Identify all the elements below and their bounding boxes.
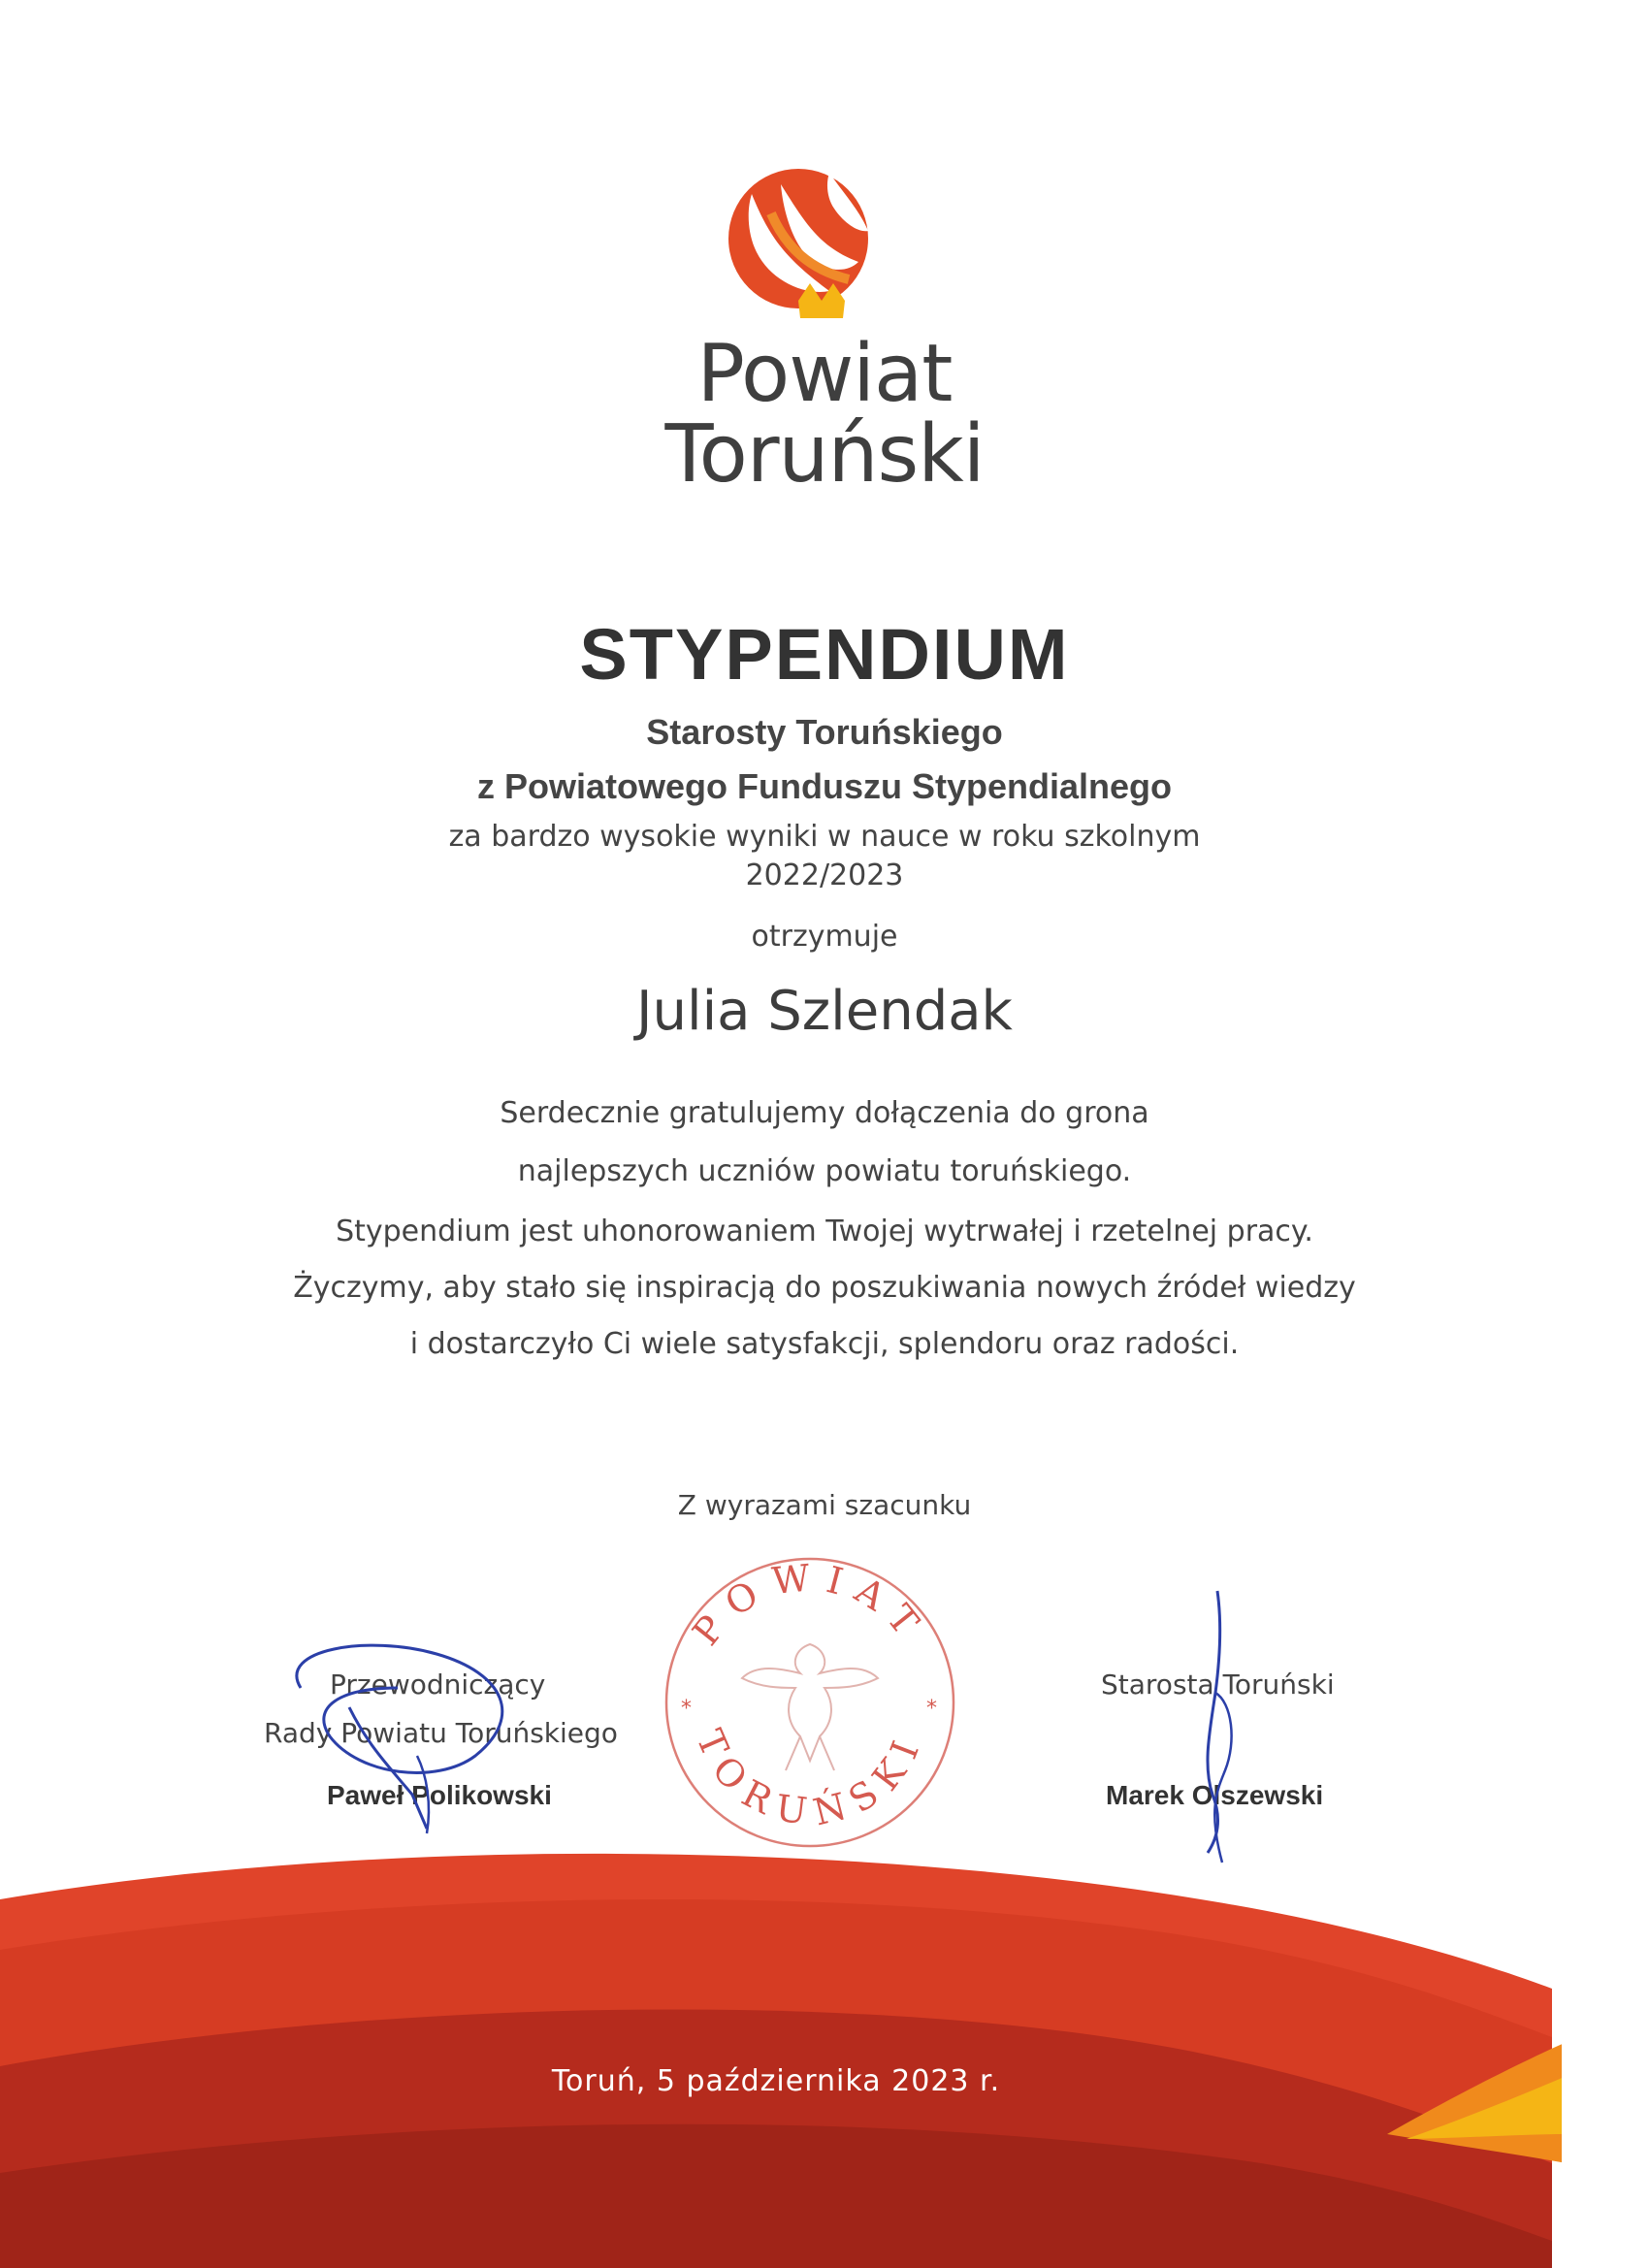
right-signatory-role: Starosta Toruński (1101, 1669, 1335, 1701)
closing-text: Z wyrazami szacunku (677, 1489, 972, 1521)
subtitle-fund: z Powiatowego Funduszu Stypendialnego (476, 766, 1172, 806)
bottom-decorative-band-icon (0, 1843, 1649, 2268)
school-year: 2022/2023 (745, 859, 904, 892)
svg-text:POWIAT: POWIAT (684, 1555, 936, 1654)
message-line: Serdecznie gratulujemy dołączenia do grona (500, 1096, 1149, 1130)
logo-text-line2: Toruński (664, 408, 985, 501)
receives-text: otrzymuje (751, 920, 898, 954)
message-line: Życzymy, aby stało się inspiracją do poszukiwania nowych źródeł wiedzy (293, 1271, 1356, 1305)
svg-text:TORUŃSKI: TORUŃSKI (688, 1723, 932, 1834)
left-signature-icon (281, 1630, 546, 1853)
official-seal-icon (660, 1542, 960, 1853)
document-title: STYPENDIUM (579, 614, 1070, 695)
recipient-name: Julia Szlendak (636, 980, 1013, 1043)
left-signatory-role: Przewodniczący (330, 1669, 546, 1701)
right-signatory-name: Marek Olszewski (1106, 1780, 1324, 1810)
left-signatory-role-2: Rady Powiatu Toruńskiego (264, 1717, 618, 1749)
svg-text:*: * (681, 1697, 692, 1721)
message-line: najlepszych uczniów powiatu toruńskiego. (517, 1154, 1132, 1188)
issue-date: Toruń, 5 października 2023 r. (551, 2064, 1001, 2098)
message-line: i dostarczyło Ci wiele satysfakcji, splendoru oraz radości. (409, 1327, 1240, 1361)
message-line: Stypendium jest uhonorowaniem Twojej wytrwałej i rzetelnej pracy. (336, 1215, 1313, 1248)
subtitle-starosta: Starosty Toruńskiego (646, 712, 1003, 752)
left-signatory-name: Paweł Polikowski (327, 1780, 552, 1810)
reason-text: za bardzo wysokie wyniki w nauce w roku szkolnym (448, 820, 1201, 854)
logo-text-line1: Powiat (696, 328, 953, 420)
svg-text:*: * (926, 1697, 937, 1721)
powiat-torunski-logo-icon (713, 155, 888, 335)
right-signature-icon (1179, 1586, 1266, 1867)
